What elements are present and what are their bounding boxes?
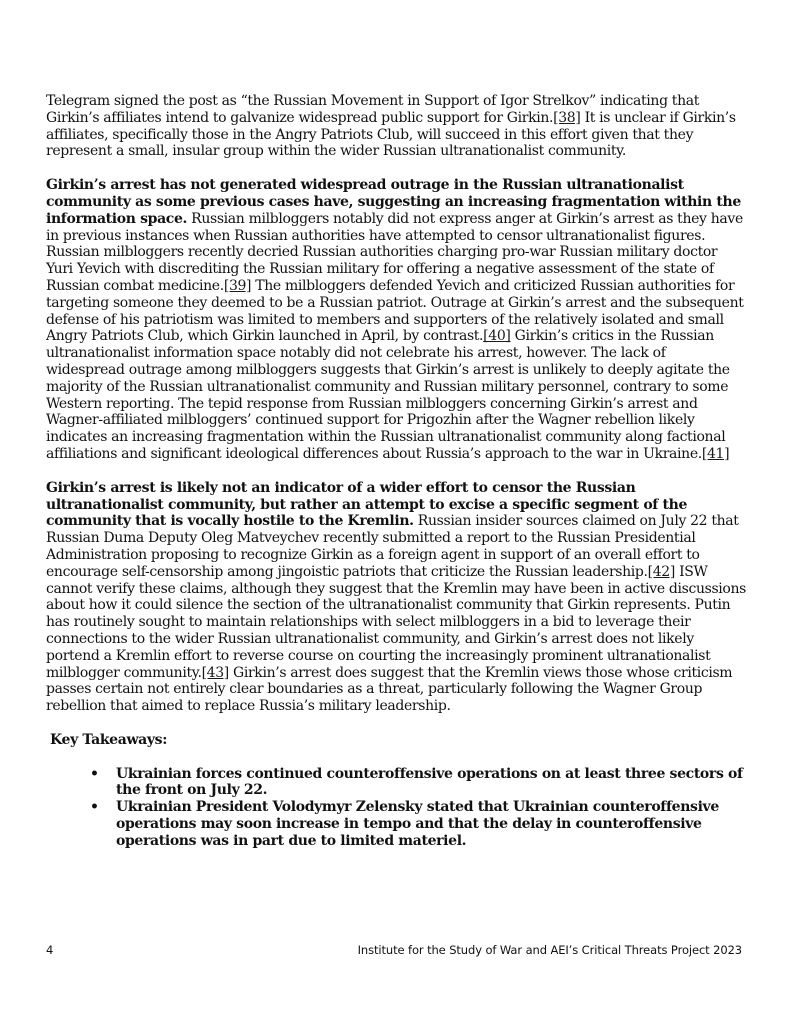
footnote-link[interactable]: [38] [553,109,581,126]
document-body [46,93,746,850]
takeaway-item [46,799,746,849]
paragraph-text: Russian milbloggers notably did not express anger at Girkin’s arrest as they have in previous instances when Russian authorities have attempted to censor ultranationalist figures. Russian milbloggers recently decried Russian authorities charging pro-war Russian military doctor Yuri Yevich with discrediting the Russian military for offering a negative assessment of the state of Russian combat medicine. [46,210,743,294]
takeaway-item [46,766,746,800]
page-footer [46,943,742,961]
paragraph-text: It is unclear if Girkin’s affiliates, specifically those in the Angry Patriots Club, will succeed in this effort given that they represent a small, insular group within the wider Russian ultranationalist community. [46,109,736,160]
bold-lead-sentence: Girkin’s arrest has not generated widespread outrage in the Russian ultranationalist community as some previous cases have, suggesting an increasing fragmentation within the information space. [46,177,741,227]
key-takeaways-list [46,766,746,850]
body-paragraphs [46,93,746,715]
bold-lead-sentence: Girkin’s arrest is likely not an indicator of a wider effort to censor the Russian ultranationalist community, but rather an attempt to excise a specific segment of the community that is vocally hostile to the Kremlin. [46,479,688,530]
paragraph-text: Telegram signed the post as “the Russian Movement in Support of Igor Strelkov” indicating that Girkin’s affiliates intend to galvanize widespread public support for Girkin. [46,93,700,126]
footnote-link[interactable]: [41] [701,445,730,462]
bullet-icon: • [90,765,99,782]
footnote-link[interactable]: [42] [647,563,675,580]
footnote-link[interactable]: [40] [483,328,511,345]
paragraph-text: The milbloggers defended Yevich and criticized Russian authorities for targeting someone they deemed to be a Russian patriot. Outrage at Girkin’s arrest and the subsequent defense of his patriotism was limited to members and supporters of the relatively isolated and small Angry Patriots Club, which Girkin launched in April, by contrast. [46,277,744,345]
body-paragraph [46,480,746,715]
paragraph-text: Russian insider sources claimed on July 22 that Russian Duma Deputy Oleg Matveychev recently submitted a report to the Russian Presidential Administration proposing to recognize Girkin as a foreign agent in support of an overall effort to encourage self-censorship among jingoistic patriots that criticize the Russian leadership. [46,513,739,580]
body-paragraph [46,177,746,463]
key-takeaways-heading: Key Takeaways: [50,731,168,748]
footnote-link[interactable]: [39] [223,277,252,294]
takeaway-text: Ukrainian forces continued counteroffensive operations on at least three sectors of the front on July 22. [116,765,743,799]
paragraph-text: Girkin’s critics in the Russian ultranationalist information space notably did not celebrate his arrest, however. The lack of widespread outrage among milbloggers suggests that Girkin’s arrest is unlikely to deeply agitate the majority of the Russian ultranationalist community and Russian military personnel, contrary to some Western reporting. The tepid response from Russian milbloggers concerning Girkin’s arrest and Wagner-affiliated milbloggers’ continued support for Prigozhin after the Wagner rebellion likely indicates an increasing fragmentation within the Russian ultranationalist community along factional affiliations and significant ideological differences about Russia’s approach to the war in Ukraine. [46,328,730,462]
body-paragraph [46,93,746,160]
bullet-icon: • [90,799,99,816]
paragraph-text: Girkin’s arrest does suggest that the Kremlin views those whose criticism passes certain not entirely clear boundaries as a threat, particularly following the Wagner Group rebellion that aimed to replace Russia’s military leadership. [46,664,733,715]
footer-source: Institute for the Study of War and AEI’s Critical Threats Project 2023 [357,943,742,957]
page-number: 4 [46,943,54,957]
footnote-link[interactable]: [43] [201,664,229,681]
paragraph-text: ISW cannot verify these claims, although they suggest that the Kremlin may have been in active discussions about how it could silence the section of the ultranationalist community that Girkin represents. Putin has routinely sought to maintain relationships with select milbloggers in a bid to leverage their connections to the wider Russian ultranationalist community, and Girkin’s arrest does not likely portend a Kremlin effort to reverse course on courting the increasingly prominent ultranationalist milblogger community. [46,563,746,681]
takeaway-text: Ukrainian President Volodymyr Zelensky stated that Ukrainian counteroffensive operations may soon increase in tempo and that the delay in counteroffensive operations was in part due to limited materiel. [116,799,719,849]
